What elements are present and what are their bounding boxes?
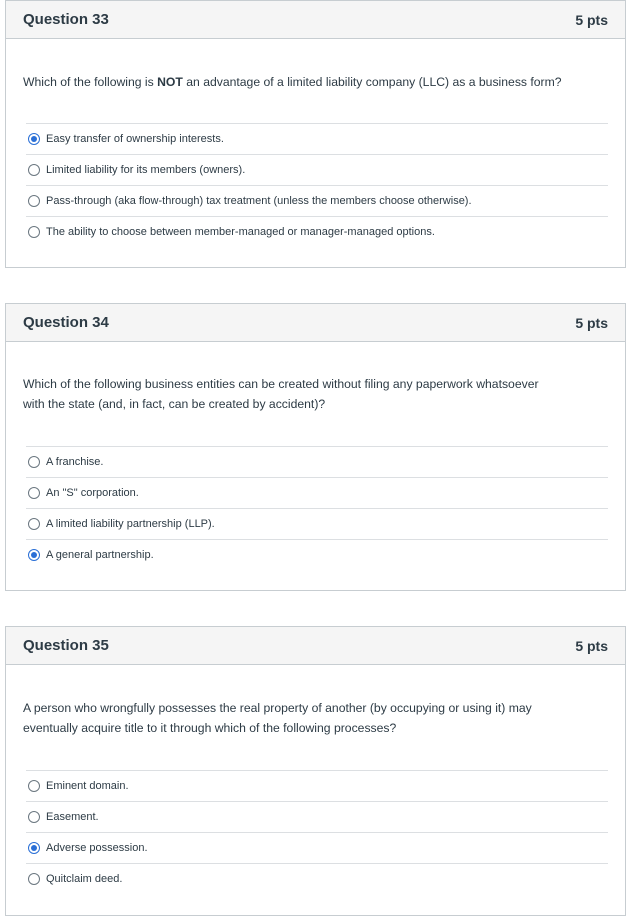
question-header bbox=[6, 627, 625, 665]
answer-list bbox=[26, 123, 608, 247]
question-text-line: eventually acquire title to it through which of the following processes? bbox=[23, 721, 397, 735]
radio-selected-icon[interactable] bbox=[28, 842, 40, 854]
answer-option[interactable] bbox=[26, 539, 608, 570]
question-text-part: an advantage of a limited liability company (LLC) as a business form? bbox=[182, 75, 562, 89]
question-33 bbox=[5, 0, 626, 268]
question-text bbox=[6, 374, 556, 414]
answer-label: Easement. bbox=[46, 811, 99, 823]
answer-label: Easy transfer of ownership interests. bbox=[46, 133, 224, 145]
answer-label: A franchise. bbox=[46, 456, 104, 468]
radio-icon[interactable] bbox=[28, 780, 40, 792]
answer-option[interactable] bbox=[26, 216, 608, 247]
question-points: 5 pts bbox=[575, 314, 608, 331]
question-points: 5 pts bbox=[575, 637, 608, 654]
question-text bbox=[6, 698, 549, 738]
radio-icon[interactable] bbox=[28, 226, 40, 238]
answer-list bbox=[26, 770, 608, 894]
radio-icon[interactable] bbox=[28, 195, 40, 207]
answer-option[interactable] bbox=[26, 446, 608, 477]
answer-label: Eminent domain. bbox=[46, 780, 129, 792]
radio-selected-icon[interactable] bbox=[28, 549, 40, 561]
question-35 bbox=[5, 626, 626, 916]
question-text-part: Which of the following is bbox=[23, 75, 158, 89]
answer-option[interactable] bbox=[26, 477, 608, 508]
answer-label: The ability to choose between member-managed or manager-managed options. bbox=[46, 226, 435, 238]
answer-option[interactable] bbox=[26, 770, 608, 801]
answer-label: A limited liability partnership (LLP). bbox=[46, 518, 215, 530]
question-text-line: Which of the following business entities can be created without filing any paperwork whatsoever bbox=[23, 377, 539, 391]
radio-icon[interactable] bbox=[28, 811, 40, 823]
question-text-line: A person who wrongfully possesses the real property of another (by occupying or using it) may bbox=[23, 701, 532, 715]
question-34 bbox=[5, 303, 626, 591]
answer-label: Limited liability for its members (owners). bbox=[46, 164, 246, 176]
answer-label: Adverse possession. bbox=[46, 842, 148, 854]
radio-icon[interactable] bbox=[28, 873, 40, 885]
answer-option[interactable] bbox=[26, 863, 608, 894]
radio-icon[interactable] bbox=[28, 456, 40, 468]
radio-icon[interactable] bbox=[28, 164, 40, 176]
question-title: Question 34 bbox=[23, 314, 109, 331]
question-header bbox=[6, 304, 625, 342]
answer-option[interactable] bbox=[26, 185, 608, 216]
question-text bbox=[6, 72, 579, 92]
answer-option[interactable] bbox=[26, 801, 608, 832]
answer-label: An "S" corporation. bbox=[46, 487, 139, 499]
answer-option[interactable] bbox=[26, 123, 608, 154]
answer-label: Quitclaim deed. bbox=[46, 873, 123, 885]
answer-list bbox=[26, 446, 608, 570]
answer-label: A general partnership. bbox=[46, 549, 154, 561]
question-header bbox=[6, 1, 625, 39]
question-title: Question 33 bbox=[23, 11, 109, 28]
radio-icon[interactable] bbox=[28, 518, 40, 530]
answer-option[interactable] bbox=[26, 508, 608, 539]
answer-label: Pass-through (aka flow-through) tax treatment (unless the members choose otherwise). bbox=[46, 195, 472, 207]
question-text-line: with the state (and, in fact, can be created by accident)? bbox=[23, 397, 326, 411]
radio-icon[interactable] bbox=[28, 487, 40, 499]
question-points: 5 pts bbox=[575, 11, 608, 28]
answer-option[interactable] bbox=[26, 832, 608, 863]
radio-selected-icon[interactable] bbox=[28, 133, 40, 145]
answer-option[interactable] bbox=[26, 154, 608, 185]
question-title: Question 35 bbox=[23, 637, 109, 654]
question-text-emphasis: NOT bbox=[157, 75, 183, 89]
